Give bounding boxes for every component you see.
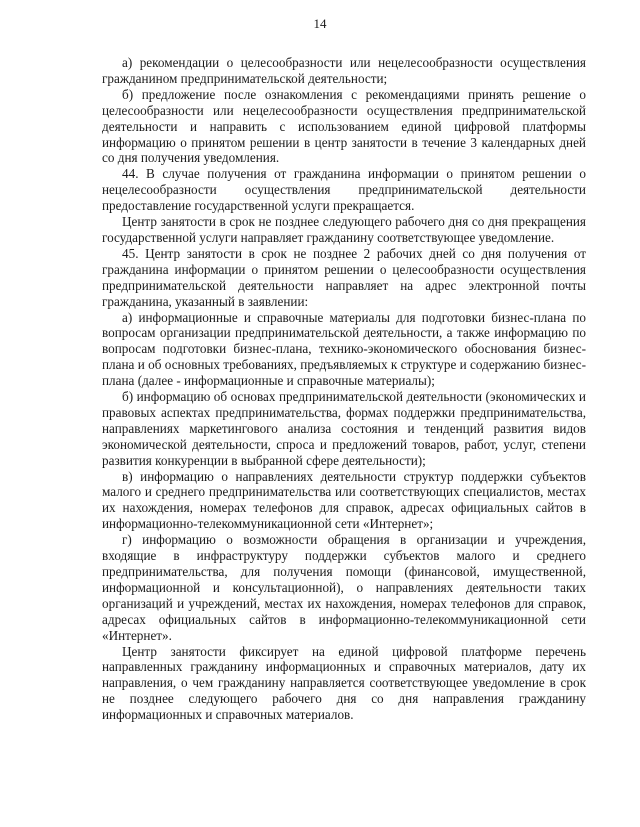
document-body — [102, 55, 586, 723]
paragraph-infrastructure-g: г) информацию о возможности обращения в организации и учреждения, входящие в инфраструктуру поддержки субъектов малого и среднего предпринимательства, для получения помощи (финансовой, имущественной, информационной и консультационной), о направлениях деятельности таких организаций и учреждений, местах их нахождения, номерах телефонов для справок, адресах официальных сайтов в информационно-телекоммуникационной сети «Интернет». — [102, 532, 586, 643]
paragraph-recommendations-a: а) рекомендации о целесообразности или нецелесообразности осуществления гражданином предпринимательской деятельности; — [102, 55, 586, 86]
paragraph-proposal-b: б) предложение после ознакомления с рекомендациями принять решение о целесообразности или нецелесообразности осуществления предпринимательской деятельности и направить с использованием единой цифровой платформы информацию о принятом решении в центр занятости в течение 3 календарных дней со дня получения уведомления. — [102, 86, 586, 166]
paragraph-clause-45: 45. Центр занятости в срок не позднее 2 рабочих дней со дня получения от гражданина информации о принятом решении о целесообразности осуществления предпринимательской деятельности направляет на адрес электронной почты гражданина, указанный в заявлении: — [102, 245, 586, 309]
paragraph-basics-b: б) информацию об основах предпринимательской деятельности (экономических и правовых аспектах предпринимательства, формах поддержки предпринимательства, направлениях маркетингового анализа состояния и тенденций развития видов экономической деятельности, спроса и предложений товаров, работ, услуг, степени развития конкуренции в выбранной сфере деятельности); — [102, 389, 586, 468]
page-number: 14 — [313, 16, 327, 31]
paragraph-clause-44: 44. В случае получения от гражданина информации о принятом решении о нецелесообразности осуществления предпринимательской деятельности предоставление государственной услуги прекращается. — [102, 166, 586, 214]
paragraph-termination-notice: Центр занятости в срок не позднее следующего рабочего дня со дня прекращения государственной услуги направляет гражданину соответствующее уведомление. — [102, 214, 586, 245]
paragraph-registration: Центр занятости фиксирует на единой цифровой платформе перечень направленных гражданину информационных и справочных материалов, дату их направления, о чем гражданину направляется соответствующее уведомление в срок не позднее следующего рабочего дня со дня направления гражданину информационных и справочных материалов. — [102, 643, 586, 723]
paragraph-materials-a: а) информационные и справочные материалы для подготовки бизнес-плана по вопросам организации предпринимательской деятельности, а также информацию по вопросам подготовки бизнес-плана, технико-экономического обоснования бизнес-плана и об основных требованиях, предъявляемых к структуре и содержанию бизнес-плана (далее - информационные и справочные материалы); — [102, 309, 586, 389]
paragraph-support-structures-v: в) информацию о направлениях деятельности структур поддержки субъектов малого и среднего предпринимательства или соответствующих специалистов, местах их нахождения, номерах телефонов для справок, адресах официальных сайтов в информационно-телекоммуникационной сети «Интернет»; — [102, 468, 586, 532]
